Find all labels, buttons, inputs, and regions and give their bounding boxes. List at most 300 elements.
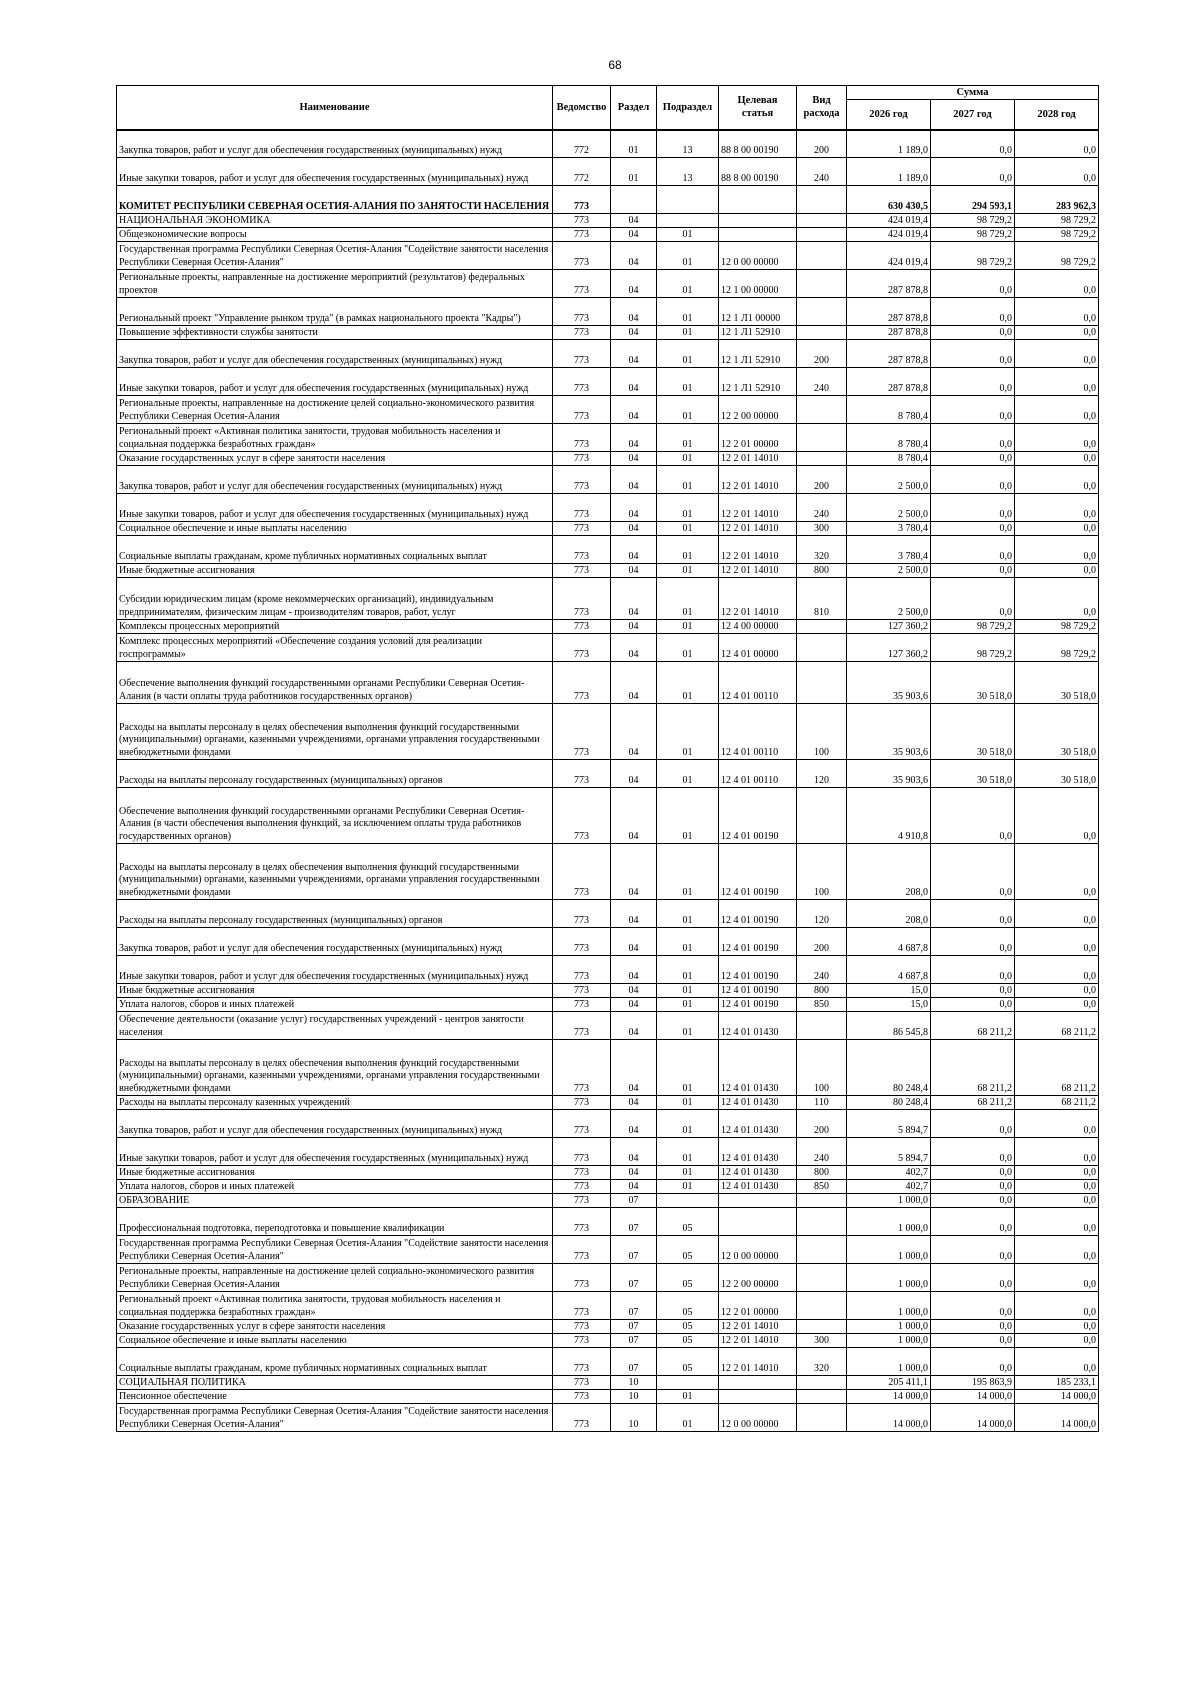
row-sum-2027: 0,0 [931, 998, 1015, 1012]
row-sum-2027: 0,0 [931, 1180, 1015, 1194]
row-sum-2026: 4 687,8 [847, 956, 931, 984]
row-vr [797, 396, 847, 424]
table-row [117, 1320, 1099, 1334]
row-sum-2027: 0,0 [931, 1236, 1015, 1264]
row-csr: 12 0 00 00000 [719, 1236, 797, 1264]
row-podrazdel: 05 [657, 1208, 719, 1236]
row-sum-2026: 287 878,8 [847, 368, 931, 396]
table-row [117, 900, 1099, 928]
row-vr [797, 214, 847, 228]
row-name: Обеспечение выполнения функций государственными органами Республики Северная Осетия-Алания (в части оплаты труда работников государственных органов) [117, 662, 553, 704]
row-csr: 12 4 01 00190 [719, 998, 797, 1012]
row-csr: 12 2 00 00000 [719, 1264, 797, 1292]
row-vr: 120 [797, 900, 847, 928]
table-row [117, 998, 1099, 1012]
row-sum-2028: 0,0 [1015, 1334, 1099, 1348]
row-vedomstvo: 773 [553, 242, 611, 270]
row-razdel: 04 [611, 368, 657, 396]
header-vr: Вид расхода [797, 86, 847, 130]
row-name: Оказание государственных услуг в сфере занятости населения [117, 1320, 553, 1334]
row-csr [719, 228, 797, 242]
row-podrazdel [657, 186, 719, 214]
table-row [117, 1040, 1099, 1096]
row-vr [797, 270, 847, 298]
row-csr: 12 4 00 00000 [719, 620, 797, 634]
row-csr: 12 1 Л1 52910 [719, 340, 797, 368]
row-vedomstvo: 773 [553, 620, 611, 634]
row-sum-2026: 1 189,0 [847, 130, 931, 158]
row-vr: 300 [797, 522, 847, 536]
row-vr [797, 424, 847, 452]
row-sum-2026: 14 000,0 [847, 1390, 931, 1404]
row-podrazdel: 01 [657, 704, 719, 760]
row-sum-2027: 0,0 [931, 578, 1015, 620]
row-sum-2026: 1 000,0 [847, 1194, 931, 1208]
row-razdel: 10 [611, 1376, 657, 1390]
header-name: Наименование [117, 86, 553, 130]
row-razdel: 07 [611, 1348, 657, 1376]
row-sum-2026: 5 894,7 [847, 1138, 931, 1166]
row-sum-2026: 4 910,8 [847, 788, 931, 844]
row-name: НАЦИОНАЛЬНАЯ ЭКОНОМИКА [117, 214, 553, 228]
row-sum-2028: 0,0 [1015, 1166, 1099, 1180]
table-row [117, 1110, 1099, 1138]
row-podrazdel: 01 [657, 396, 719, 424]
row-razdel: 01 [611, 130, 657, 158]
row-podrazdel [657, 1376, 719, 1390]
row-vedomstvo: 773 [553, 326, 611, 340]
row-vr: 850 [797, 1180, 847, 1194]
row-sum-2026: 8 780,4 [847, 452, 931, 466]
table-row [117, 704, 1099, 760]
row-sum-2027: 0,0 [931, 788, 1015, 844]
table-row [117, 214, 1099, 228]
row-vedomstvo: 773 [553, 214, 611, 228]
row-razdel: 07 [611, 1334, 657, 1348]
row-name: Комплексы процессных мероприятий [117, 620, 553, 634]
row-sum-2028: 0,0 [1015, 984, 1099, 998]
row-name: Иные закупки товаров, работ и услуг для обеспечения государственных (муниципальных) нужд [117, 494, 553, 522]
row-vedomstvo: 773 [553, 1320, 611, 1334]
row-csr: 12 2 01 14010 [719, 1348, 797, 1376]
row-name: Уплата налогов, сборов и иных платежей [117, 1180, 553, 1194]
row-sum-2027: 0,0 [931, 1166, 1015, 1180]
row-csr: 12 4 01 00190 [719, 984, 797, 998]
row-vedomstvo: 773 [553, 1180, 611, 1194]
row-razdel: 07 [611, 1264, 657, 1292]
row-sum-2027: 0,0 [931, 396, 1015, 424]
row-podrazdel: 01 [657, 340, 719, 368]
row-razdel: 04 [611, 998, 657, 1012]
row-vedomstvo: 773 [553, 1264, 611, 1292]
row-vr: 850 [797, 998, 847, 1012]
table-row [117, 1264, 1099, 1292]
row-razdel [611, 186, 657, 214]
row-razdel: 04 [611, 494, 657, 522]
row-razdel: 10 [611, 1404, 657, 1432]
row-razdel: 04 [611, 466, 657, 494]
row-csr: 12 2 01 14010 [719, 452, 797, 466]
row-razdel: 04 [611, 564, 657, 578]
table-header [117, 86, 1099, 130]
row-name: Иные закупки товаров, работ и услуг для обеспечения государственных (муниципальных) нужд [117, 956, 553, 984]
row-razdel: 04 [611, 1138, 657, 1166]
row-csr: 12 2 01 14010 [719, 522, 797, 536]
row-sum-2026: 402,7 [847, 1166, 931, 1180]
row-sum-2026: 424 019,4 [847, 228, 931, 242]
row-sum-2027: 0,0 [931, 844, 1015, 900]
row-name: Иные закупки товаров, работ и услуг для обеспечения государственных (муниципальных) нужд [117, 158, 553, 186]
row-podrazdel: 01 [657, 564, 719, 578]
table-row [117, 1166, 1099, 1180]
row-vedomstvo: 773 [553, 578, 611, 620]
table-row [117, 1348, 1099, 1376]
row-vedomstvo: 773 [553, 1236, 611, 1264]
row-name: Социальное обеспечение и иные выплаты населению [117, 522, 553, 536]
row-sum-2028: 0,0 [1015, 326, 1099, 340]
row-vedomstvo: 773 [553, 424, 611, 452]
row-podrazdel: 01 [657, 270, 719, 298]
row-podrazdel: 01 [657, 928, 719, 956]
row-vedomstvo: 773 [553, 340, 611, 368]
row-vedomstvo: 773 [553, 1348, 611, 1376]
row-csr: 12 4 01 01430 [719, 1138, 797, 1166]
row-sum-2028: 0,0 [1015, 1236, 1099, 1264]
table-row [117, 1236, 1099, 1264]
row-vr: 240 [797, 368, 847, 396]
row-csr: 12 4 01 00190 [719, 788, 797, 844]
row-sum-2026: 208,0 [847, 900, 931, 928]
table-row [117, 494, 1099, 522]
row-podrazdel: 05 [657, 1236, 719, 1264]
table-row [117, 130, 1099, 158]
row-vr: 120 [797, 760, 847, 788]
row-sum-2028: 14 000,0 [1015, 1390, 1099, 1404]
row-vr [797, 1292, 847, 1320]
row-vedomstvo: 773 [553, 1390, 611, 1404]
row-vedomstvo: 773 [553, 466, 611, 494]
table-row [117, 298, 1099, 326]
row-razdel: 04 [611, 928, 657, 956]
row-sum-2027: 0,0 [931, 564, 1015, 578]
row-sum-2028: 0,0 [1015, 1348, 1099, 1376]
row-sum-2028: 30 518,0 [1015, 662, 1099, 704]
row-podrazdel: 01 [657, 662, 719, 704]
row-razdel: 10 [611, 1390, 657, 1404]
row-name: Иные закупки товаров, работ и услуг для обеспечения государственных (муниципальных) нужд [117, 368, 553, 396]
row-sum-2027: 0,0 [931, 1348, 1015, 1376]
row-podrazdel: 01 [657, 452, 719, 466]
row-vr [797, 788, 847, 844]
table-row [117, 1334, 1099, 1348]
table-row [117, 620, 1099, 634]
row-podrazdel: 01 [657, 466, 719, 494]
table-row [117, 242, 1099, 270]
row-vr [797, 452, 847, 466]
row-razdel: 04 [611, 760, 657, 788]
row-name: Государственная программа Республики Северная Осетия-Алания "Содействие занятости населения Республики Северная Осетия-Алания" [117, 1236, 553, 1264]
row-vedomstvo: 773 [553, 270, 611, 298]
row-sum-2027: 68 211,2 [931, 1040, 1015, 1096]
row-vr: 100 [797, 1040, 847, 1096]
table-row [117, 326, 1099, 340]
row-csr: 88 8 00 00190 [719, 158, 797, 186]
table-row [117, 634, 1099, 662]
row-vedomstvo: 773 [553, 228, 611, 242]
row-sum-2027: 0,0 [931, 1208, 1015, 1236]
row-sum-2027: 30 518,0 [931, 760, 1015, 788]
row-sum-2027: 14 000,0 [931, 1390, 1015, 1404]
row-sum-2026: 1 000,0 [847, 1320, 931, 1334]
row-podrazdel [657, 1194, 719, 1208]
row-razdel: 04 [611, 536, 657, 564]
table-row [117, 536, 1099, 564]
row-sum-2028: 283 962,3 [1015, 186, 1099, 214]
row-podrazdel: 01 [657, 1138, 719, 1166]
row-sum-2027: 0,0 [931, 956, 1015, 984]
row-csr: 12 2 01 14010 [719, 564, 797, 578]
row-vr: 240 [797, 494, 847, 522]
table-row [117, 424, 1099, 452]
row-name: Закупка товаров, работ и услуг для обеспечения государственных (муниципальных) нужд [117, 340, 553, 368]
row-vr: 100 [797, 704, 847, 760]
row-vr: 800 [797, 1166, 847, 1180]
row-razdel: 04 [611, 452, 657, 466]
row-sum-2028: 68 211,2 [1015, 1012, 1099, 1040]
row-sum-2026: 287 878,8 [847, 298, 931, 326]
row-name: Региональные проекты, направленные на достижение мероприятий (результатов) федеральных проектов [117, 270, 553, 298]
row-podrazdel: 05 [657, 1334, 719, 1348]
row-name: Региональные проекты, направленные на достижение целей социально-экономического развития Республики Северная Осетия-Алания [117, 1264, 553, 1292]
row-csr: 12 0 00 00000 [719, 1404, 797, 1432]
row-sum-2028: 0,0 [1015, 298, 1099, 326]
row-razdel: 04 [611, 788, 657, 844]
row-sum-2027: 0,0 [931, 452, 1015, 466]
row-vedomstvo: 772 [553, 130, 611, 158]
row-sum-2028: 0,0 [1015, 1138, 1099, 1166]
row-vr: 200 [797, 466, 847, 494]
row-sum-2028: 0,0 [1015, 452, 1099, 466]
row-vedomstvo: 773 [553, 928, 611, 956]
table-row [117, 466, 1099, 494]
row-sum-2028: 0,0 [1015, 130, 1099, 158]
row-sum-2028: 0,0 [1015, 1292, 1099, 1320]
row-vr [797, 1264, 847, 1292]
header-year-2027: 2027 год [931, 100, 1015, 130]
row-sum-2028: 0,0 [1015, 158, 1099, 186]
row-vr [797, 620, 847, 634]
row-name: Закупка товаров, работ и услуг для обеспечения государственных (муниципальных) нужд [117, 1110, 553, 1138]
row-sum-2027: 68 211,2 [931, 1096, 1015, 1110]
row-sum-2028: 0,0 [1015, 928, 1099, 956]
row-vedomstvo: 773 [553, 634, 611, 662]
row-razdel: 04 [611, 242, 657, 270]
row-vr [797, 1404, 847, 1432]
row-vr: 320 [797, 536, 847, 564]
row-sum-2026: 4 687,8 [847, 928, 931, 956]
row-csr: 12 2 01 14010 [719, 536, 797, 564]
row-sum-2026: 80 248,4 [847, 1096, 931, 1110]
row-sum-2027: 98 729,2 [931, 228, 1015, 242]
row-vr [797, 1376, 847, 1390]
row-sum-2027: 195 863,9 [931, 1376, 1015, 1390]
row-sum-2027: 0,0 [931, 368, 1015, 396]
row-vr [797, 634, 847, 662]
row-sum-2026: 208,0 [847, 844, 931, 900]
row-vedomstvo: 773 [553, 1166, 611, 1180]
row-vedomstvo: 773 [553, 844, 611, 900]
row-vr [797, 228, 847, 242]
row-sum-2027: 0,0 [931, 326, 1015, 340]
header-year-2028: 2028 год [1015, 100, 1099, 130]
row-sum-2027: 30 518,0 [931, 662, 1015, 704]
row-sum-2028: 0,0 [1015, 578, 1099, 620]
row-sum-2026: 287 878,8 [847, 340, 931, 368]
row-vedomstvo: 773 [553, 1194, 611, 1208]
row-sum-2028: 0,0 [1015, 1264, 1099, 1292]
table-row [117, 662, 1099, 704]
row-vr [797, 298, 847, 326]
row-vedomstvo: 773 [553, 452, 611, 466]
table-row [117, 844, 1099, 900]
row-sum-2028: 0,0 [1015, 998, 1099, 1012]
row-vr: 200 [797, 130, 847, 158]
table-row [117, 1012, 1099, 1040]
row-name: Государственная программа Республики Северная Осетия-Алания "Содействие занятости населения Республики Северная Осетия-Алания" [117, 242, 553, 270]
row-sum-2028: 30 518,0 [1015, 704, 1099, 760]
row-vedomstvo: 773 [553, 1334, 611, 1348]
table-row [117, 368, 1099, 396]
table-row [117, 1138, 1099, 1166]
row-csr: 12 4 01 00190 [719, 928, 797, 956]
row-vedomstvo: 773 [553, 1208, 611, 1236]
row-name: Иные закупки товаров, работ и услуг для обеспечения государственных (муниципальных) нужд [117, 1138, 553, 1166]
row-csr: 12 4 01 00000 [719, 634, 797, 662]
row-sum-2028: 0,0 [1015, 340, 1099, 368]
row-podrazdel: 01 [657, 620, 719, 634]
row-razdel: 07 [611, 1236, 657, 1264]
header-csr: Целевая статья [719, 86, 797, 130]
row-csr [719, 214, 797, 228]
row-csr: 12 2 01 14010 [719, 578, 797, 620]
row-sum-2027: 0,0 [931, 130, 1015, 158]
row-name: Социальное обеспечение и иные выплаты населению [117, 1334, 553, 1348]
row-vr [797, 1194, 847, 1208]
row-vedomstvo: 773 [553, 564, 611, 578]
row-podrazdel: 01 [657, 536, 719, 564]
row-podrazdel: 01 [657, 634, 719, 662]
row-sum-2026: 80 248,4 [847, 1040, 931, 1096]
row-sum-2026: 2 500,0 [847, 466, 931, 494]
row-razdel: 04 [611, 1096, 657, 1110]
row-csr: 12 0 00 00000 [719, 242, 797, 270]
row-vr: 800 [797, 564, 847, 578]
row-csr: 12 4 01 01430 [719, 1096, 797, 1110]
row-sum-2027: 98 729,2 [931, 214, 1015, 228]
row-podrazdel: 01 [657, 424, 719, 452]
row-razdel: 04 [611, 270, 657, 298]
row-vr [797, 1236, 847, 1264]
row-csr: 12 2 01 00000 [719, 424, 797, 452]
row-csr [719, 1194, 797, 1208]
row-csr [719, 1376, 797, 1390]
row-sum-2028: 68 211,2 [1015, 1040, 1099, 1096]
row-podrazdel: 01 [657, 242, 719, 270]
row-sum-2026: 35 903,6 [847, 760, 931, 788]
row-name: Повышение эффективности службы занятости [117, 326, 553, 340]
row-sum-2027: 0,0 [931, 1334, 1015, 1348]
row-sum-2028: 0,0 [1015, 424, 1099, 452]
row-name: Социальные выплаты гражданам, кроме публичных нормативных социальных выплат [117, 536, 553, 564]
row-name: Обеспечение выполнения функций государственными органами Республики Северная Осетия-Алания (в части обеспечения выполнения функций, за исключением оплаты труда работников государственных органов) [117, 788, 553, 844]
row-podrazdel: 13 [657, 158, 719, 186]
row-vr [797, 1390, 847, 1404]
row-podrazdel: 05 [657, 1292, 719, 1320]
table-row [117, 1390, 1099, 1404]
row-vr [797, 1320, 847, 1334]
row-razdel: 04 [611, 326, 657, 340]
row-vr: 110 [797, 1096, 847, 1110]
row-name: Расходы на выплаты персоналу в целях обеспечения выполнения функций государственными (муниципальными) органами, казенными учреждениями, органами управления государственными внебюджетными фондами [117, 844, 553, 900]
row-sum-2028: 0,0 [1015, 368, 1099, 396]
row-podrazdel: 01 [657, 1166, 719, 1180]
table-body [117, 130, 1099, 1432]
row-sum-2027: 0,0 [931, 1264, 1015, 1292]
row-vr: 810 [797, 578, 847, 620]
row-sum-2028: 98 729,2 [1015, 214, 1099, 228]
row-sum-2027: 0,0 [931, 1194, 1015, 1208]
row-podrazdel: 01 [657, 298, 719, 326]
row-sum-2026: 2 500,0 [847, 578, 931, 620]
row-razdel: 04 [611, 844, 657, 900]
row-podrazdel: 01 [657, 788, 719, 844]
row-vedomstvo: 773 [553, 1376, 611, 1390]
row-podrazdel: 01 [657, 760, 719, 788]
row-razdel: 07 [611, 1320, 657, 1334]
row-razdel: 04 [611, 984, 657, 998]
row-sum-2026: 287 878,8 [847, 270, 931, 298]
table-row [117, 270, 1099, 298]
row-vedomstvo: 773 [553, 984, 611, 998]
row-razdel: 04 [611, 1040, 657, 1096]
row-podrazdel: 01 [657, 1012, 719, 1040]
table-row [117, 1208, 1099, 1236]
row-csr [719, 1390, 797, 1404]
table-row [117, 564, 1099, 578]
row-razdel: 04 [611, 620, 657, 634]
row-sum-2028: 0,0 [1015, 1320, 1099, 1334]
row-name: Профессиональная подготовка, переподготовка и повышение квалификации [117, 1208, 553, 1236]
row-vedomstvo: 773 [553, 760, 611, 788]
header-vedomstvo: Ведомство [553, 86, 611, 130]
row-vr: 200 [797, 928, 847, 956]
row-sum-2027: 98 729,2 [931, 620, 1015, 634]
row-vedomstvo: 773 [553, 1096, 611, 1110]
row-podrazdel: 01 [657, 1180, 719, 1194]
row-sum-2028: 0,0 [1015, 900, 1099, 928]
row-sum-2026: 8 780,4 [847, 424, 931, 452]
row-name: Расходы на выплаты персоналу казенных учреждений [117, 1096, 553, 1110]
row-podrazdel: 01 [657, 844, 719, 900]
row-podrazdel: 01 [657, 326, 719, 340]
row-razdel: 04 [611, 396, 657, 424]
row-csr: 12 2 01 14010 [719, 466, 797, 494]
budget-table [116, 85, 1099, 1432]
row-sum-2028: 98 729,2 [1015, 634, 1099, 662]
table-row [117, 956, 1099, 984]
row-podrazdel: 01 [657, 1110, 719, 1138]
row-razdel: 04 [611, 522, 657, 536]
